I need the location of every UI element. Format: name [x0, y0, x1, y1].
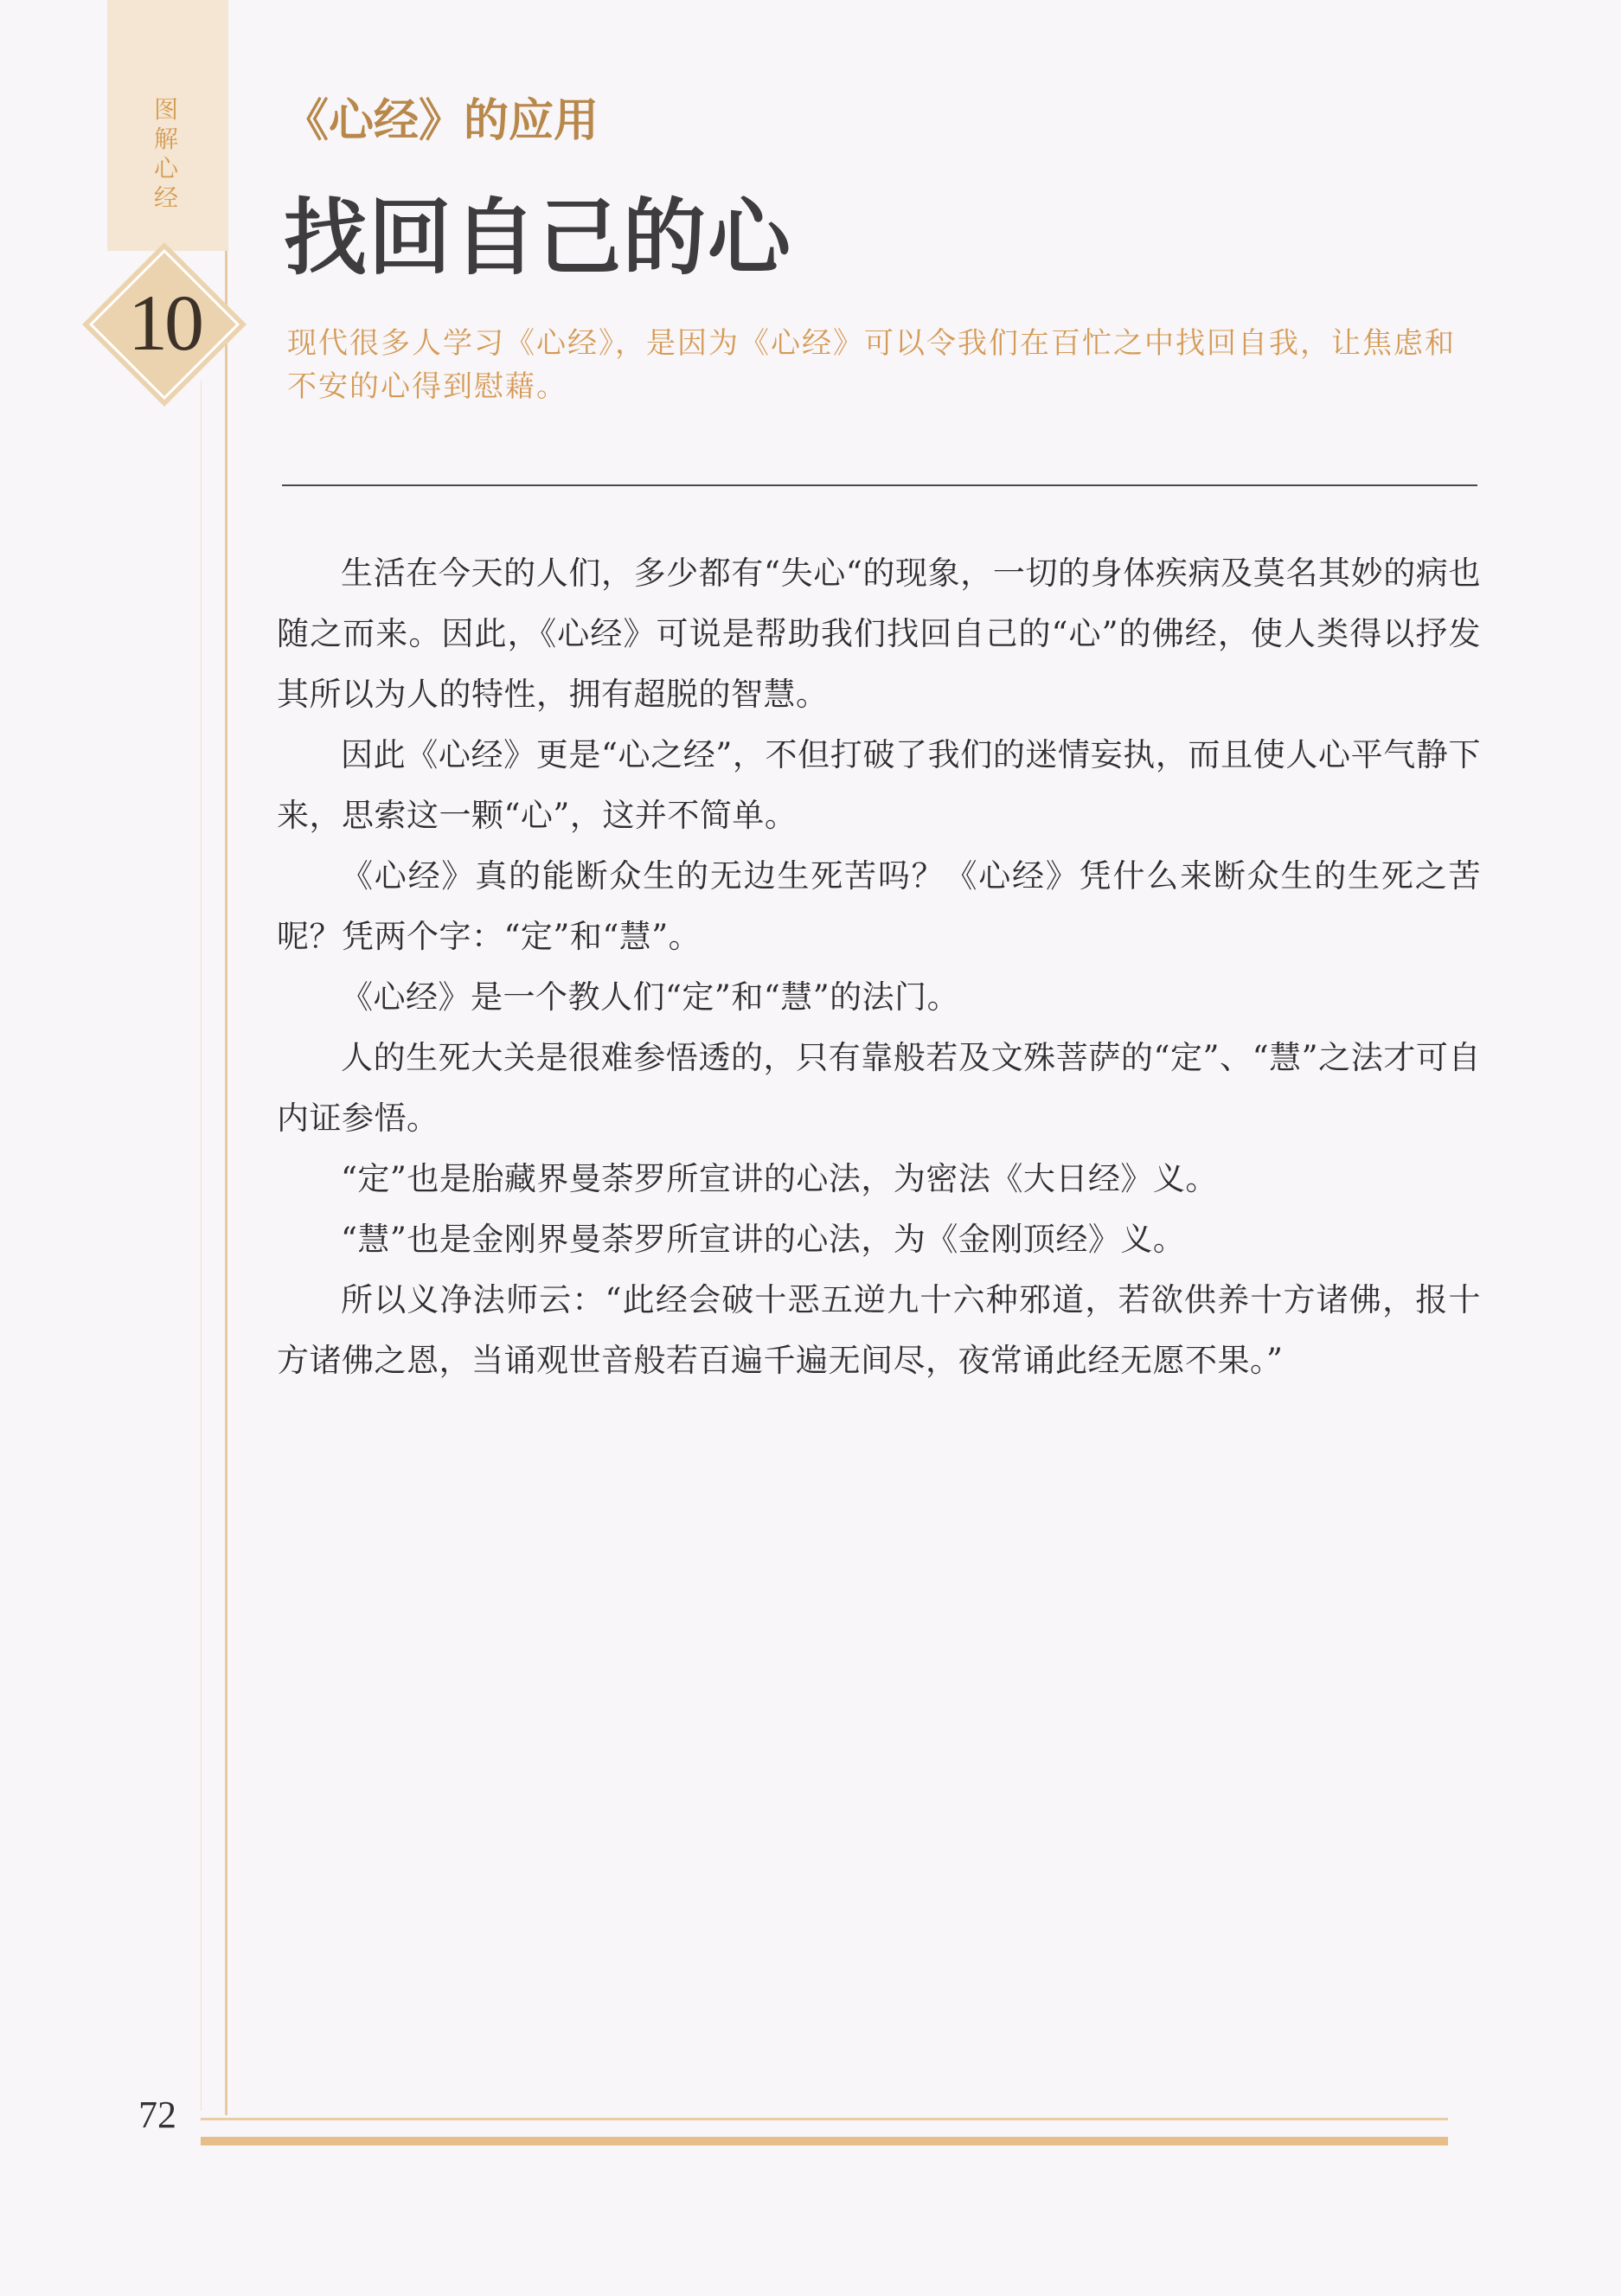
paragraph: 因此《心经》更是“心之经”，不但打破了我们的迷情妄执，而且使人心平气静下来，思索这一颗“心”，这并不简单。	[277, 736, 1481, 834]
side-rule-inner	[201, 381, 202, 2111]
series-label: 图解心经	[153, 95, 178, 212]
paragraph: 人的生死大关是很难参悟透的，只有靠般若及文殊菩萨的“定”、“慧”之法才可自内证参悟。	[277, 1039, 1481, 1137]
paragraph: 生活在今天的人们，多少都有“失心“的现象，一切的身体疾病及莫名其妙的病也随之而来。因此，《心经》可说是帮助我们找回自己的“心”的佛经，使人类得以抒发其所以为人的特性，拥有超脱的智慧。	[277, 555, 1481, 713]
paragraph: 《心经》是一个教人们“定”和“慧”的法门。	[341, 978, 960, 1016]
page-number: 72	[138, 2094, 176, 2136]
side-rule	[225, 251, 227, 2115]
body-text	[277, 543, 1481, 1391]
section-title: 《心经》的应用	[284, 94, 599, 147]
footer-rule-thick	[201, 2137, 1448, 2145]
paragraph: 所以义净法师云：“此经会破十恶五逆九十六种邪道，若欲供养十方诸佛，报十方诸佛之恩，当诵观世音般若百遍千遍无间尽，夜常诵此经无愿不果。”	[277, 1281, 1481, 1379]
paragraph: “定”也是胎藏界曼荼罗所宣讲的心法，为密法《大日经》义。	[341, 1160, 1218, 1197]
paragraph: “慧”也是金刚界曼荼罗所宣讲的心法，为《金刚顶经》义。	[341, 1221, 1186, 1258]
chapter-subtitle: 现代很多人学习《心经》，是因为《心经》可以令我们在百忙之中找回自我，让焦虑和不安的心得到慰藉。	[287, 326, 1456, 404]
page-title: 找回自己的心	[284, 189, 792, 286]
chapter-number: 10	[128, 279, 201, 367]
footer-rule	[201, 2118, 1448, 2120]
paragraph: 《心经》真的能断众生的无边生死苦吗？《心经》凭什么来断众生的生死之苦呢？凭两个字：“定”和“慧”。	[277, 857, 1481, 955]
header-divider	[282, 484, 1477, 486]
